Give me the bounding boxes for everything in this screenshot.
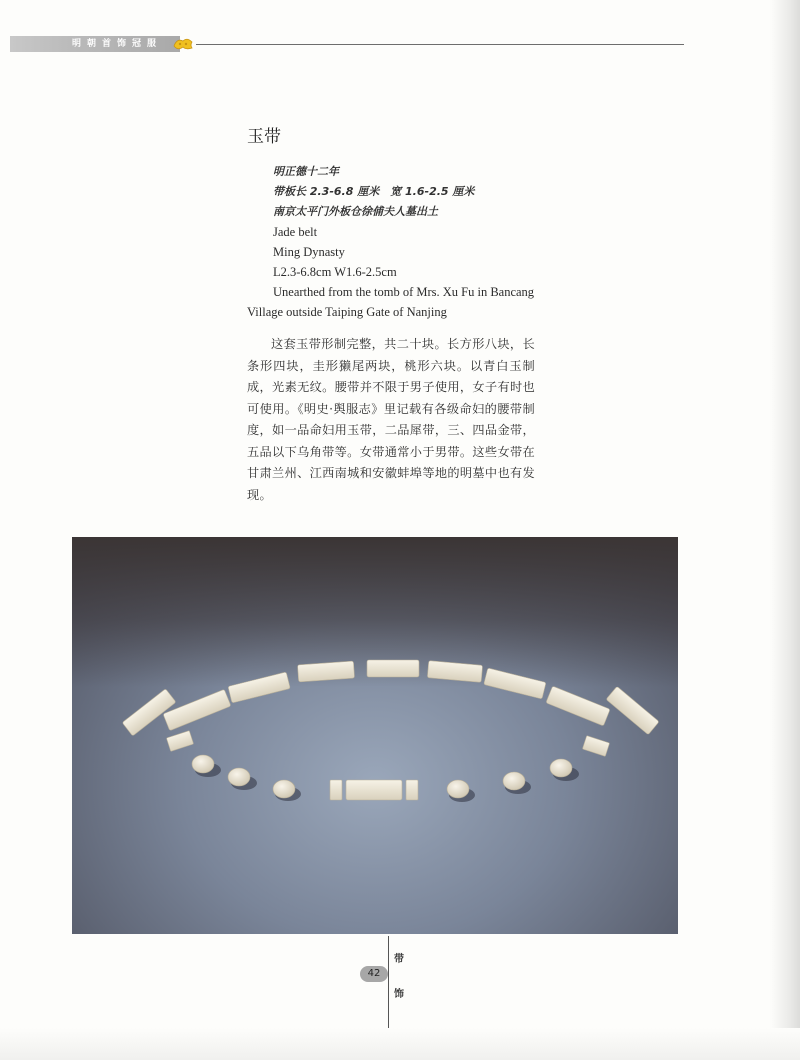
page-bottom-edge [0,1028,800,1060]
caption-en-line: Ming Dynasty [273,245,345,259]
section-char: 饰 [394,989,404,1000]
jade-belt-photo [72,537,678,934]
caption-en-line: Jade belt [273,225,318,239]
footer-divider [388,936,389,1028]
header-rule [196,44,684,45]
page-number: 42 [360,966,388,982]
belt-plaques [122,660,659,800]
section-char: 带 [394,954,404,965]
body-paragraph: 这套玉带形制完整，共二十块。长方形八块，长条形四块，圭形獭尾两块，桃形六块。以青白玉制成，光素无纹。腰带并不限于男子使用，女子有时也可使用。《明史·舆服志》里记载有各级命妇的腰带制度，如一品命妇用玉带，二品犀带，三、四品金带，五品以下乌角带等。女带通常小于男带。这些女带在甘肃兰州、江西南城和安徽蚌埠等地的明墓中也有发现。 [247,337,535,502]
caption-block [247,162,547,322]
caption-cn-line: 明正德十二年 [273,165,339,178]
header-ornament-icon [172,36,194,52]
running-header-title: 明朝首饰冠服 [72,39,163,49]
page-title: 玉带 [247,127,281,147]
page-edge-shadow [770,0,800,1060]
caption-cn-line: 南京太平门外板仓徐俌夫人墓出土 [273,205,438,218]
caption-cn-line: 带板长 2.3-6.8 厘米 宽 1.6-2.5 厘米 [273,185,475,198]
caption-en-provenance: Unearthed from the tomb of Mrs. Xu Fu in Bancang Village outside Taiping Gate of Nanjing [247,285,535,319]
caption-en-line: L2.3-6.8cm W1.6-2.5cm [273,265,397,279]
jade-belt-illustration [72,537,678,934]
